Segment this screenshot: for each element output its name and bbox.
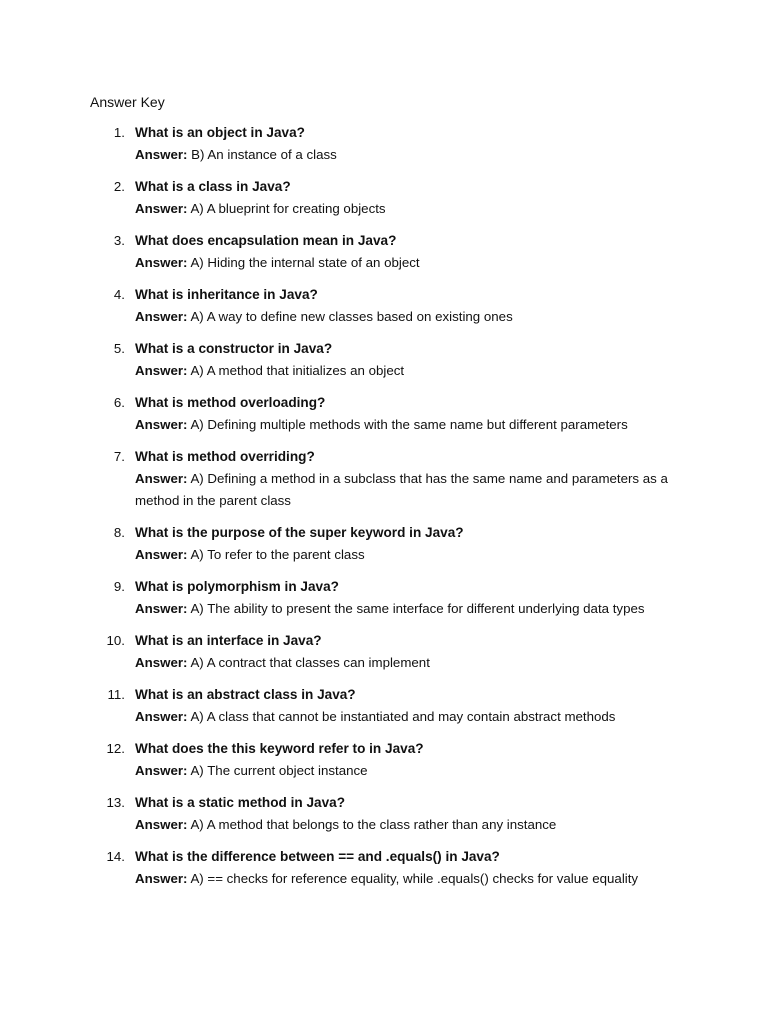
- answer-text: A) A class that cannot be instantiated and may contain abstract methods: [190, 709, 616, 724]
- list-item: [90, 684, 708, 728]
- answer-label: Answer:: [135, 547, 188, 562]
- answer-label: Answer:: [135, 201, 188, 216]
- answer-text: A) The current object instance: [190, 763, 368, 778]
- question-text: What is an object in Java?: [135, 125, 305, 140]
- list-item: [90, 576, 708, 620]
- answer-line: [135, 814, 708, 836]
- answer-text: A) Hiding the internal state of an object: [190, 255, 420, 270]
- answer-line: [135, 198, 708, 220]
- question-text: What is the purpose of the super keyword in Java?: [135, 525, 464, 540]
- list-item: [90, 338, 708, 382]
- answer-label: Answer:: [135, 363, 188, 378]
- answer-label: Answer:: [135, 763, 188, 778]
- answer-text: A) A method that belongs to the class rather than any instance: [190, 817, 557, 832]
- item-number: 3.: [113, 233, 125, 248]
- question-text: What is a constructor in Java?: [135, 341, 333, 356]
- question-text: What is inheritance in Java?: [135, 287, 318, 302]
- answer-line: [135, 544, 708, 566]
- question-text: What is a class in Java?: [135, 179, 291, 194]
- answer-text: A) A blueprint for creating objects: [190, 201, 386, 216]
- list-item: [90, 230, 708, 274]
- answer-text: A) == checks for reference equality, while .equals() checks for value equality: [190, 871, 639, 886]
- question-text: What is an interface in Java?: [135, 633, 322, 648]
- answer-label: Answer:: [135, 601, 188, 616]
- item-number: 9.: [113, 579, 125, 594]
- question-text: What is method overloading?: [135, 395, 326, 410]
- answer-line: [135, 306, 708, 328]
- answer-line: [135, 468, 708, 512]
- answer-text: B) An instance of a class: [191, 147, 337, 162]
- list-item: [90, 630, 708, 674]
- list-item: [90, 176, 708, 220]
- answer-text: A) A way to define new classes based on existing ones: [190, 309, 513, 324]
- list-item: [90, 522, 708, 566]
- item-number: 14.: [106, 849, 125, 864]
- answer-line: [135, 598, 708, 620]
- list-item: [90, 446, 708, 512]
- question-text: What is an abstract class in Java?: [135, 687, 356, 702]
- answer-label: Answer:: [135, 709, 188, 724]
- document-title: Answer Key: [90, 94, 165, 110]
- list-item: [90, 122, 708, 166]
- question-text: What is a static method in Java?: [135, 795, 345, 810]
- answer-label: Answer:: [135, 817, 188, 832]
- answer-label: Answer:: [135, 871, 188, 886]
- answer-text: A) A contract that classes can implement: [190, 655, 430, 670]
- list-item: [90, 792, 708, 836]
- answer-label: Answer:: [135, 471, 188, 486]
- item-number: 7.: [113, 449, 125, 464]
- list-item: [90, 284, 708, 328]
- answer-line: [135, 414, 708, 436]
- answer-label: Answer:: [135, 255, 188, 270]
- answer-text: A) The ability to present the same interface for different underlying data types: [190, 601, 645, 616]
- answer-label: Answer:: [135, 309, 188, 324]
- question-text: What is the difference between == and .equals() in Java?: [135, 849, 500, 864]
- list-item: [90, 846, 708, 890]
- answer-text: A) Defining a method in a subclass that has the same name and parameters as a method in the parent class: [135, 471, 668, 508]
- answer-line: [135, 252, 708, 274]
- item-number: 12.: [106, 741, 125, 756]
- item-number: 11.: [107, 687, 125, 702]
- answer-line: [135, 652, 708, 674]
- item-number: 2.: [113, 179, 125, 194]
- item-number: 10.: [106, 633, 125, 648]
- answer-line: [135, 144, 708, 166]
- item-number: 6.: [113, 395, 125, 410]
- answer-line: [135, 760, 708, 782]
- item-number: 1.: [113, 125, 125, 140]
- question-text: What does the this keyword refer to in Java?: [135, 741, 424, 756]
- question-text: What is polymorphism in Java?: [135, 579, 339, 594]
- answer-text: A) To refer to the parent class: [190, 547, 365, 562]
- answer-list: [90, 122, 708, 890]
- question-text: What is method overriding?: [135, 449, 315, 464]
- answer-label: Answer:: [135, 147, 188, 162]
- item-number: 8.: [113, 525, 125, 540]
- answer-label: Answer:: [135, 417, 188, 432]
- item-number: 13.: [106, 795, 125, 810]
- list-item: [90, 738, 708, 782]
- list-item: [90, 392, 708, 436]
- answer-line: [135, 868, 708, 890]
- item-number: 5.: [113, 341, 125, 356]
- question-text: What does encapsulation mean in Java?: [135, 233, 397, 248]
- item-number: 4.: [113, 287, 125, 302]
- answer-label: Answer:: [135, 655, 188, 670]
- answer-line: [135, 706, 708, 728]
- answer-line: [135, 360, 708, 382]
- answer-text: A) A method that initializes an object: [190, 363, 405, 378]
- answer-text: A) Defining multiple methods with the same name but different parameters: [190, 417, 628, 432]
